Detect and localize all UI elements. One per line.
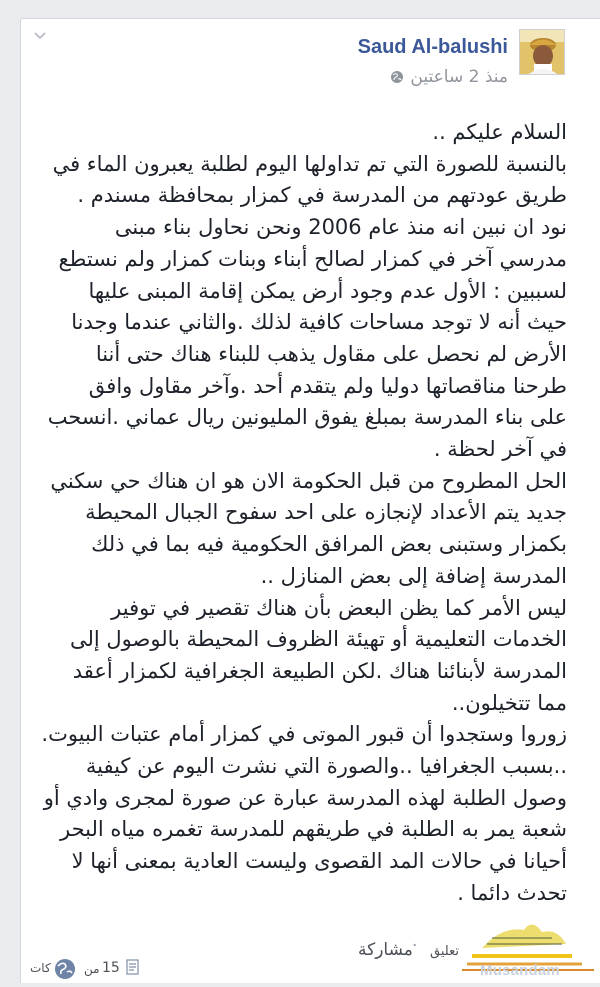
globe-icon	[390, 70, 404, 84]
stats-min-label: من	[84, 962, 100, 976]
chevron-down-icon[interactable]	[33, 29, 47, 43]
post-body-line: المدرسة لأبنائنا هناك .لكن الطبيعة الجغرافية لكمزار أعقد	[72, 658, 567, 683]
post-body-line: الخدمات التعليمية أو تهيئة الظروف المحيطة بالوصول إلى	[70, 627, 567, 652]
post-body-line: مدرسي آخر في كمزار لصالح أبناء وبنات كمزار ولم نستطع	[58, 246, 567, 271]
stats-count[interactable]: 15	[102, 960, 120, 976]
post-body-line: وصول الطلبة لهذه المدرسة عبارة عن صورة لمجرى وادي أو	[43, 785, 567, 810]
post-body-line: حيث أنه لا توجد مساحات كافية لذلك .والثاني عندما وجدنا	[71, 310, 567, 335]
post-body	[39, 117, 567, 910]
musandam-watermark	[462, 908, 600, 983]
comment-link[interactable]: تعليق	[430, 944, 459, 959]
post-body-line: الأرض لم نحصل على مقاول يذهب للبناء هناك حتى أننا	[95, 341, 567, 366]
post-body-line: نود ان نبين انه منذ عام 2006 ونحن نحاول بناء مبنى	[114, 215, 567, 240]
post-body-line: ليس الأمر كما يظن البعض بأن هناك تقصير في توفير	[111, 595, 567, 620]
post-body-line: على بناء المدرسة بمبلغ يفوق المليونين ريال عماني .انسحب	[47, 405, 567, 430]
post-body-line: السلام عليكم ..	[432, 120, 567, 144]
post-timestamp[interactable]: منذ 2 ساعتين	[410, 67, 508, 87]
avatar[interactable]	[519, 29, 565, 75]
post-body-line: طرحنا مناقصاتها دوليا ولم يتقدم أحد .وآخر مقاول وافق	[88, 373, 567, 398]
post-body-line: في آخر لحظة .	[433, 437, 567, 462]
post-body-line: تحدث دائما .	[457, 880, 567, 905]
post-body-line: لسببين : الأول عدم وجود أرض يمكن إقامة المبنى عليها	[88, 278, 567, 303]
share-link[interactable]: مشاركة	[358, 940, 413, 960]
post-body-line: جديد يتم الأعداد لإنجازه على احد سفوح الجبال المحيطة	[85, 500, 567, 525]
post-body-line: طريق عودتهم من المدرسة في كمزار بمحافظة مسندم .	[77, 183, 567, 208]
watermark-text: Musandam	[480, 962, 560, 979]
post-body-line: الحل المطروح من قبل الحكومة الان هو ان هناك حي سكني	[50, 468, 567, 493]
stats-edge-label: كات	[30, 961, 51, 975]
post-body-line: ..بسبب الجغرافيا ..والصورة التي نشرت اليوم عن كيفية	[85, 754, 567, 779]
post-card	[20, 18, 600, 983]
post-body-line: المدرسة إضافة إلى بعض المنازل ..	[260, 563, 567, 588]
post-body-line: بالنسبة للصورة التي تم تداولها اليوم لطلبة يعبرون الماء في	[52, 151, 567, 176]
post-body-line: زوروا وستجدوا أن قبور الموتى في كمزار أمام عتبات البيوت.	[41, 722, 567, 747]
post-body-line: أحيانا في حالات المد القصوى وليست العادية بمعنى أنها لا	[71, 849, 567, 874]
post-body-line: شعبة يمر به الطلبة في طريقهم للمدرسة تغمره مياه البحر	[60, 817, 567, 842]
author-name-link[interactable]: Saud Al-balushi	[357, 36, 508, 58]
post-meta	[390, 65, 508, 89]
post-body-line: مما تتخيلون..	[451, 690, 567, 715]
post-body-line: بكمزار وستبنى بعض المرافق الحكومية فيه بما في ذلك	[91, 532, 567, 557]
action-separator: ·	[412, 936, 418, 956]
